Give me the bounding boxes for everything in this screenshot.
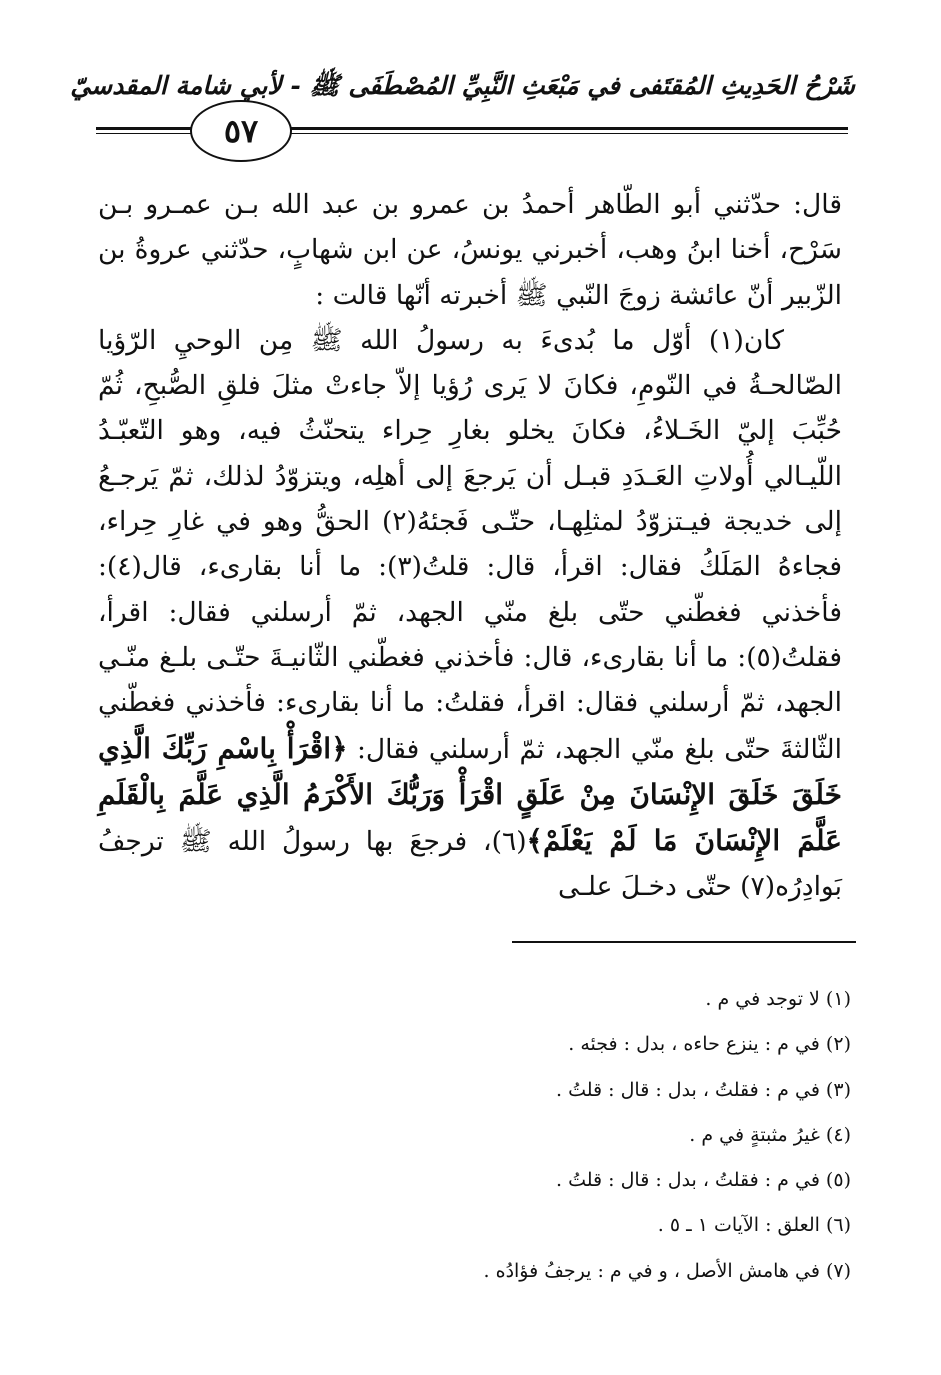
- hadith-text: كان(١) أوّل ما بُدىءَ به رسولُ الله ﷺ مِن الوحيِ الرّؤيا الصّالحـةُ في النّومِ، فكانَ لا يَرى رُؤيا إلاّ جاءتْ مثلَ فلقِ الصُّبحِ، ثُمّ حُبِّبَ إليّ الخَـلاءُ، فكانَ يخلو بغارِ حِراء يتحنّثُ فيه، وهو التّعبّـدُ اللّيـالي أُولاتِ العَـدَدِ قبـل أن يَرجعَ إلى أهلِه، ويتزوّدُ لذلك، ثمّ يَرجـعُ إلى خديجة فيـتزوّدُ لمثلِهـا، حتّـى فَجئهُ(٢) الحقُّ وهو في غارِ حِراء، فجاءهُ المَلَكُ فقال: اقرأ، قال: قلتُ(٣): ما أنا بقارىء، قال(٤): فأخذني فغطّني حتّى بلغ منّي الجهد، ثمّ أرسلني فقال: اقرأ، فقلتُ(٥): ما أنا بقارىء، قال: فأخذني فغطّني الثّانيـةَ حتّـى بلـغ منّـي الجهد، ثمّ أرسلني فقال: اقرأ، فقلتُ: ما أنا بقارىء: فأخذني فغطّني الثّالثةَ حتّى بلغ منّي الجهد، ثمّ أرسلني فقال:: [98, 324, 842, 765]
- footnote-item: (٥) في م : فقلتُ ، بدل : قال : قلتُ .: [556, 1169, 851, 1192]
- paragraph-hadith: [98, 318, 842, 910]
- page-number: ٥٧: [223, 112, 259, 150]
- page-number-badge: [190, 100, 292, 162]
- footnote-item: (٦) العلق : الآيات ١ ـ ٥ .: [657, 1214, 851, 1237]
- paragraph-isnad: قال: حدّثني أبو الطّاهر أحمدُ بن عمرو بن عبد الله بـن عمـرو بـن سَرْح، أخنا ابنُ وهب، أخبرني يونسُ، عن ابن شهابٍ، حدّثني عروةُ بن الزّبير أنّ عائشة زوجَ النّبي ﷺ أخبرته أنّها قالت :: [98, 189, 842, 311]
- footnote-item: (٤) غيرُ مثبتةٍ في م .: [689, 1123, 851, 1146]
- quran-verse: ﴿اقْرَأْ بِاسْمِ رَبِّكَ الَّذِي خَلَقَ خَلَقَ الإِنْسَانَ مِنْ عَلَقٍ اقْرَأْ وَرَبُّكَ الأَكْرَمُ الَّذِي عَلَّمَ بِالْقَلَمِ عَلَّمَ الإِنْسَانَ مَا لَمْ يَعْلَمْ﴾: [98, 731, 843, 858]
- hadith-continuation: (٦)، فرجعَ بها رسولُ الله ﷺ ترجفُ بَوادِرُه(٧) حتّى دخـلَ علـى: [98, 826, 842, 903]
- footnote-item: (٧) في هامش الأصل ، و في م : يرجفُ فؤادُه .: [483, 1259, 851, 1282]
- footnote-item: (١) لا توجد في م .: [705, 988, 851, 1010]
- main-text: [98, 182, 842, 910]
- footnote-separator: [512, 941, 856, 943]
- footnote-item: (٢) في م : ينزع حاءه ، بدل : فجئه .: [568, 1033, 851, 1056]
- footnote-item: (٣) في م : فقلتُ ، بدل : قال : قلتُ .: [556, 1078, 851, 1101]
- footnotes-list: [251, 977, 851, 1294]
- header-title: شَرْحُ الحَدِيثِ المُقتَفى في مَبْعَثِ النَّبِيِّ المُصْطَفَى ﷺ - لأبي شامة المقدسيّ: [70, 71, 855, 100]
